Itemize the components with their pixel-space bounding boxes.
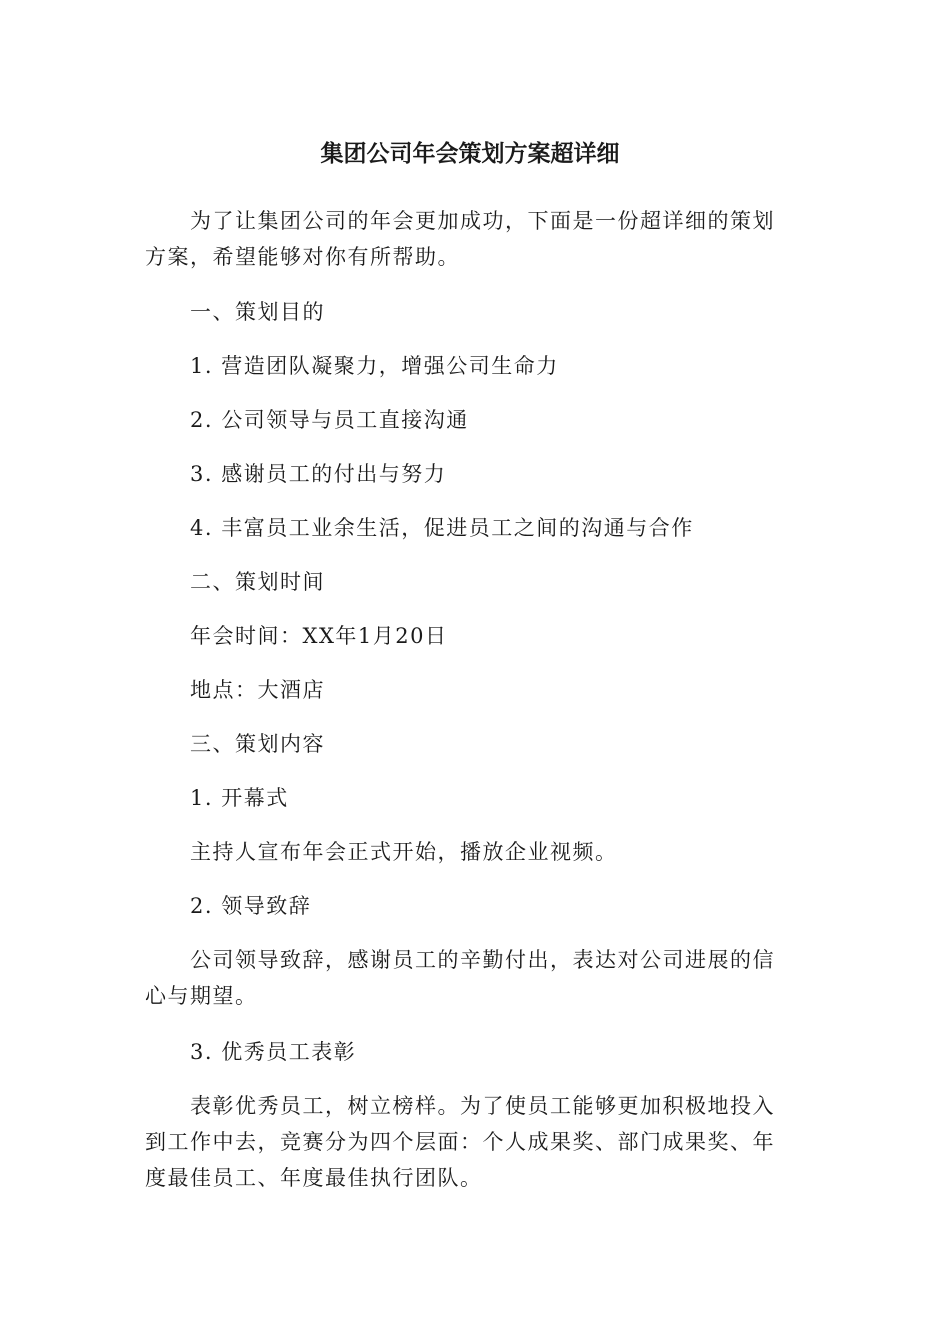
document-title: 集团公司年会策划方案超详细 [320,141,620,167]
purpose-item-4: 4. 丰富员工业余生活，促进员工之间的沟通与合作 [190,516,694,540]
event-location: 地点：大酒店 [190,678,325,702]
intro-paragraph: 为了让集团公司的年会更加成功，下面是一份超详细的策划方案，希望能够对你有所帮助。 [145,209,775,269]
awards-description: 表彰优秀员工，树立榜样。为了使员工能够更加积极地投入到工作中去，竞赛分为四个层面：个人成果奖、部门成果奖、年度最佳员工、年度最佳执行团队。 [145,1094,775,1190]
event-date: 年会时间：XX年1月20日 [190,624,448,648]
purpose-item-1: 1. 营造团队凝聚力，增强公司生命力 [190,354,559,378]
opening-description: 主持人宣布年会正式开始，播放企业视频。 [190,840,618,864]
speech-description: 公司领导致辞，感谢员工的辛勤付出，表达对公司进展的信心与期望。 [145,948,775,1008]
content-item-awards: 3. 优秀员工表彰 [190,1040,357,1064]
content-item-opening: 1. 开幕式 [190,786,289,810]
section-heading-time: 二、策划时间 [190,570,325,594]
content-item-speech: 2. 领导致辞 [190,894,312,918]
section-heading-purpose: 一、策划目的 [190,300,325,324]
purpose-item-3: 3. 感谢员工的付出与努力 [190,462,447,486]
section-heading-content: 三、策划内容 [190,732,325,756]
purpose-item-2: 2. 公司领导与员工直接沟通 [190,408,469,432]
